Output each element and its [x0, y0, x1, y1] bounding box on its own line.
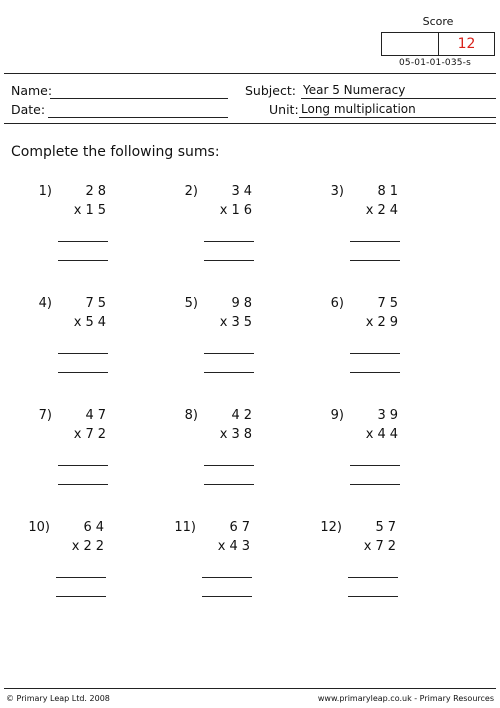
answer-line-2[interactable]: [204, 372, 254, 373]
problem-number: 1): [38, 184, 52, 199]
answer-line-1[interactable]: [58, 465, 108, 466]
score-blank-cell: [382, 33, 439, 55]
answer-line-2[interactable]: [204, 260, 254, 261]
problem-multiplier: x35: [219, 315, 256, 330]
answer-line-2[interactable]: [202, 596, 252, 597]
problem-top-number: 42: [231, 408, 256, 423]
problem-number: 5): [184, 296, 198, 311]
problem-10: [28, 520, 108, 600]
problem-number: 4): [38, 296, 52, 311]
answer-line-2[interactable]: [204, 484, 254, 485]
subject-value: Year 5 Numeracy: [303, 83, 406, 97]
problem-5: [176, 296, 256, 376]
answer-line-1[interactable]: [350, 241, 400, 242]
problem-3: [322, 184, 402, 264]
problem-multiplier: x54: [73, 315, 110, 330]
problem-multiplier: x22: [71, 539, 108, 554]
answer-line-1[interactable]: [350, 465, 400, 466]
problem-2: [176, 184, 256, 264]
problem-12: [320, 520, 400, 600]
answer-line-1[interactable]: [204, 465, 254, 466]
score-label: Score: [422, 15, 454, 28]
problem-multiplier: x24: [365, 203, 402, 218]
unit-value: Long multiplication: [301, 102, 416, 116]
answer-line-1[interactable]: [58, 353, 108, 354]
problem-multiplier: x15: [73, 203, 110, 218]
problem-top-number: 28: [85, 184, 110, 199]
problem-number: 10): [28, 520, 50, 535]
problem-multiplier: x44: [365, 427, 402, 442]
answer-line-2[interactable]: [58, 372, 108, 373]
answer-line-1[interactable]: [350, 353, 400, 354]
answer-line-2[interactable]: [350, 260, 400, 261]
problem-number: 7): [38, 408, 52, 423]
problem-multiplier: x29: [365, 315, 402, 330]
problem-top-number: 67: [229, 520, 254, 535]
problem-multiplier: x43: [217, 539, 254, 554]
problem-number: 6): [330, 296, 344, 311]
problem-4: [30, 296, 110, 376]
problem-multiplier: x38: [219, 427, 256, 442]
problem-top-number: 47: [85, 408, 110, 423]
problem-multiplier: x16: [219, 203, 256, 218]
problem-11: [174, 520, 254, 600]
answer-line-1[interactable]: [56, 577, 106, 578]
problem-8: [176, 408, 256, 488]
score-box: [381, 32, 495, 56]
answer-line-1[interactable]: [204, 241, 254, 242]
subject-label: Subject:: [245, 83, 296, 98]
problem-1: [30, 184, 110, 264]
problem-6: [322, 296, 402, 376]
answer-line-1[interactable]: [348, 577, 398, 578]
problem-top-number: 75: [377, 296, 402, 311]
problem-multiplier: x72: [73, 427, 110, 442]
problem-top-number: 34: [231, 184, 256, 199]
problem-number: 2): [184, 184, 198, 199]
problem-number: 9): [330, 408, 344, 423]
problem-number: 3): [330, 184, 344, 199]
worksheet-code: 05-01-01-035-s: [399, 58, 472, 68]
problem-number: 12): [320, 520, 342, 535]
problem-top-number: 81: [377, 184, 402, 199]
header-top-rule: [4, 73, 496, 74]
problem-top-number: 57: [375, 520, 400, 535]
name-field[interactable]: [50, 84, 228, 99]
answer-line-1[interactable]: [58, 241, 108, 242]
problem-top-number: 64: [83, 520, 108, 535]
date-label: Date:: [11, 102, 46, 117]
problem-7: [30, 408, 110, 488]
problem-number: 8): [184, 408, 198, 423]
problem-top-number: 98: [231, 296, 256, 311]
unit-label: Unit:: [269, 102, 299, 117]
answer-line-1[interactable]: [202, 577, 252, 578]
instruction-text: Complete the following sums:: [11, 144, 220, 160]
problem-multiplier: x72: [363, 539, 400, 554]
answer-line-2[interactable]: [56, 596, 106, 597]
footer-rule: [4, 688, 496, 689]
answer-line-2[interactable]: [350, 484, 400, 485]
problem-9: [322, 408, 402, 488]
problem-top-number: 75: [85, 296, 110, 311]
website-text: www.primaryleap.co.uk - Primary Resources: [317, 694, 494, 703]
answer-line-2[interactable]: [58, 484, 108, 485]
problem-top-number: 39: [377, 408, 402, 423]
score-value: 12: [457, 36, 476, 52]
answer-line-2[interactable]: [350, 372, 400, 373]
copyright-text: © Primary Leap Ltd. 2008: [6, 694, 110, 703]
answer-line-1[interactable]: [204, 353, 254, 354]
name-label: Name:: [11, 83, 53, 98]
answer-line-2[interactable]: [348, 596, 398, 597]
header-bottom-rule: [4, 123, 496, 124]
date-field[interactable]: [48, 103, 228, 118]
answer-line-2[interactable]: [58, 260, 108, 261]
problem-number: 11): [174, 520, 196, 535]
